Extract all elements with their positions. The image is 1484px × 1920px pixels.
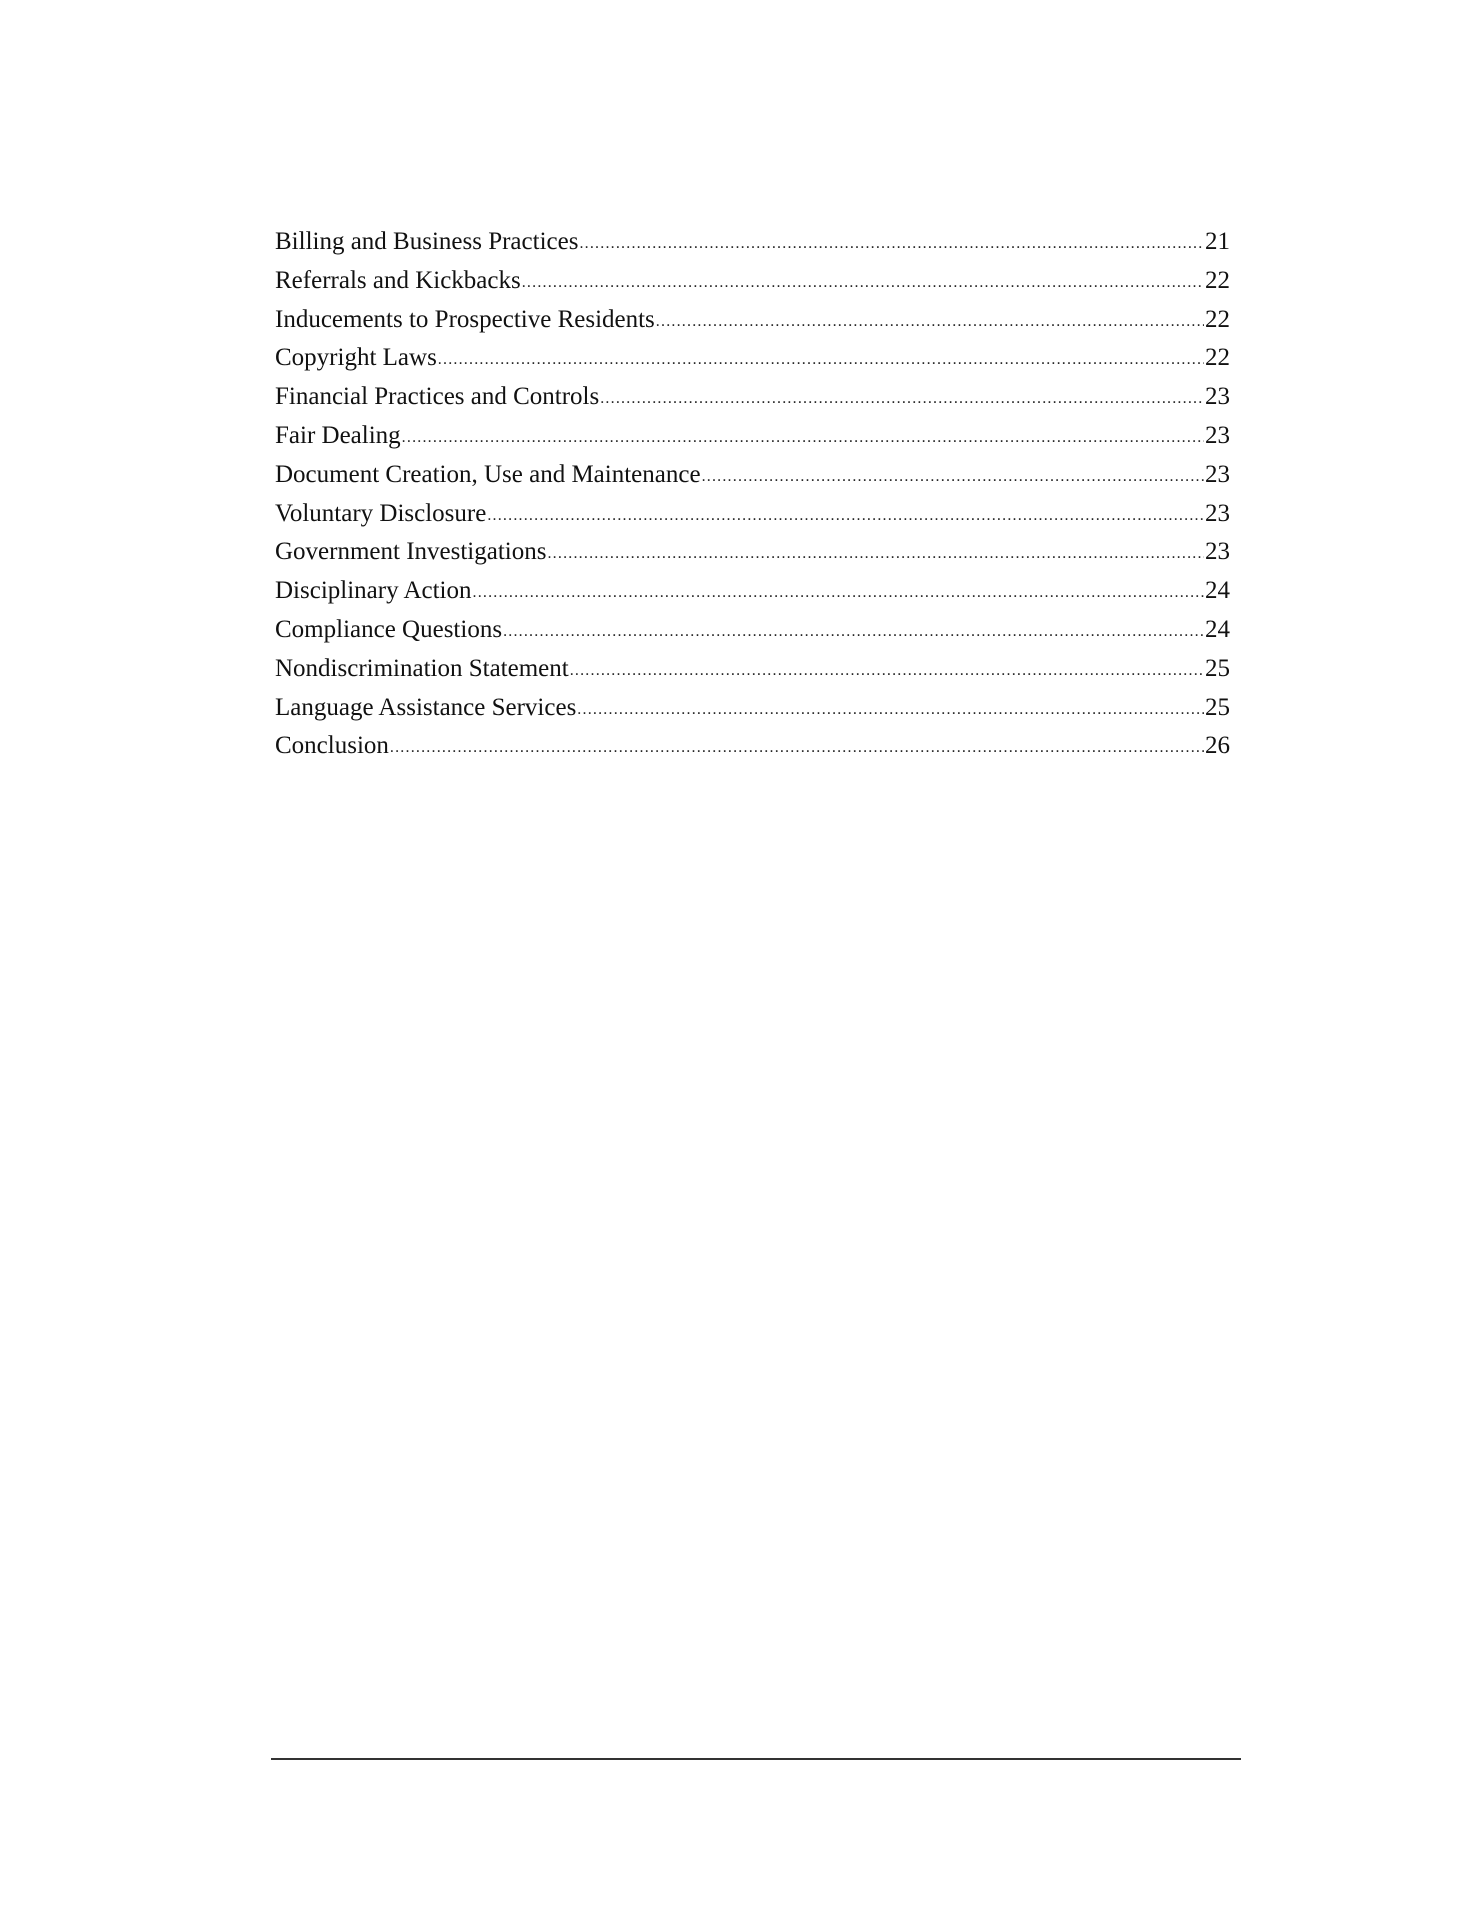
toc-page-number: 24 [1205,577,1230,605]
toc-entry-title: Nondiscrimination Statement [275,654,569,682]
toc-entry-inducements-to-prospective-residents[interactable] [275,301,1230,340]
toc-entry-title: Disciplinary Action [275,577,472,605]
toc-page-number: 25 [1205,654,1230,682]
toc-dot-leader [579,225,1204,264]
toc-page-number: 23 [1205,383,1230,411]
toc-dot-leader [390,729,1204,768]
toc-entry-language-assistance-services[interactable] [275,689,1230,728]
toc-entry-title: Voluntary Disclosure [275,499,487,527]
toc-dot-leader [438,341,1204,380]
toc-entry-title: Financial Practices and Controls [275,383,600,411]
table-of-contents [275,223,1230,766]
toc-entry-title: Inducements to Prospective Residents [275,305,655,333]
toc-entry-fair-dealing[interactable] [275,417,1230,456]
toc-dot-leader [600,380,1204,419]
toc-entry-title: Language Assistance Services [275,693,577,721]
toc-entry-government-investigations[interactable] [275,533,1230,572]
toc-entry-copyright-laws[interactable] [275,339,1230,378]
toc-entry-title: Document Creation, Use and Maintenance [275,460,701,488]
toc-entry-title: Government Investigations [275,538,547,566]
toc-entry-title: Compliance Questions [275,615,503,643]
toc-page-number: 25 [1205,693,1230,721]
toc-entry-title: Referrals and Kickbacks [275,266,521,294]
footer-divider [271,1758,1241,1760]
toc-dot-leader [473,574,1205,613]
toc-entry-compliance-questions[interactable] [275,611,1230,650]
toc-entry-billing-and-business-practices[interactable] [275,223,1230,262]
toc-entry-conclusion[interactable] [275,727,1230,766]
toc-page-number: 23 [1205,538,1230,566]
toc-page-number: 22 [1205,344,1230,372]
toc-page-number: 21 [1205,228,1230,255]
toc-entry-document-creation-use-and-maintenance[interactable] [275,456,1230,495]
toc-dot-leader [570,652,1204,691]
toc-entry-referrals-and-kickbacks[interactable] [275,262,1230,301]
toc-dot-leader [402,419,1204,458]
toc-dot-leader [577,691,1204,730]
toc-dot-leader [702,458,1204,497]
toc-entry-title: Fair Dealing [275,421,401,449]
toc-page-number: 23 [1205,499,1230,527]
toc-entry-title: Conclusion [275,732,389,760]
toc-page-number: 22 [1205,266,1230,294]
toc-entry-voluntary-disclosure[interactable] [275,495,1230,534]
toc-page-number: 23 [1205,421,1230,449]
toc-entry-title: Copyright Laws [275,344,437,372]
toc-dot-leader [503,613,1204,652]
toc-page-number: 23 [1205,460,1230,488]
toc-entry-disciplinary-action[interactable] [275,572,1230,611]
toc-dot-leader [656,303,1204,342]
toc-page-number: 24 [1205,615,1230,643]
toc-entry-nondiscrimination-statement[interactable] [275,650,1230,689]
toc-dot-leader [547,535,1204,574]
toc-page-number: 26 [1205,732,1230,760]
toc-entry-title: Billing and Business Practices [275,228,579,255]
toc-dot-leader [487,497,1204,536]
toc-entry-financial-practices-and-controls[interactable] [275,378,1230,417]
toc-page-number: 22 [1205,305,1230,333]
toc-dot-leader [522,264,1204,303]
